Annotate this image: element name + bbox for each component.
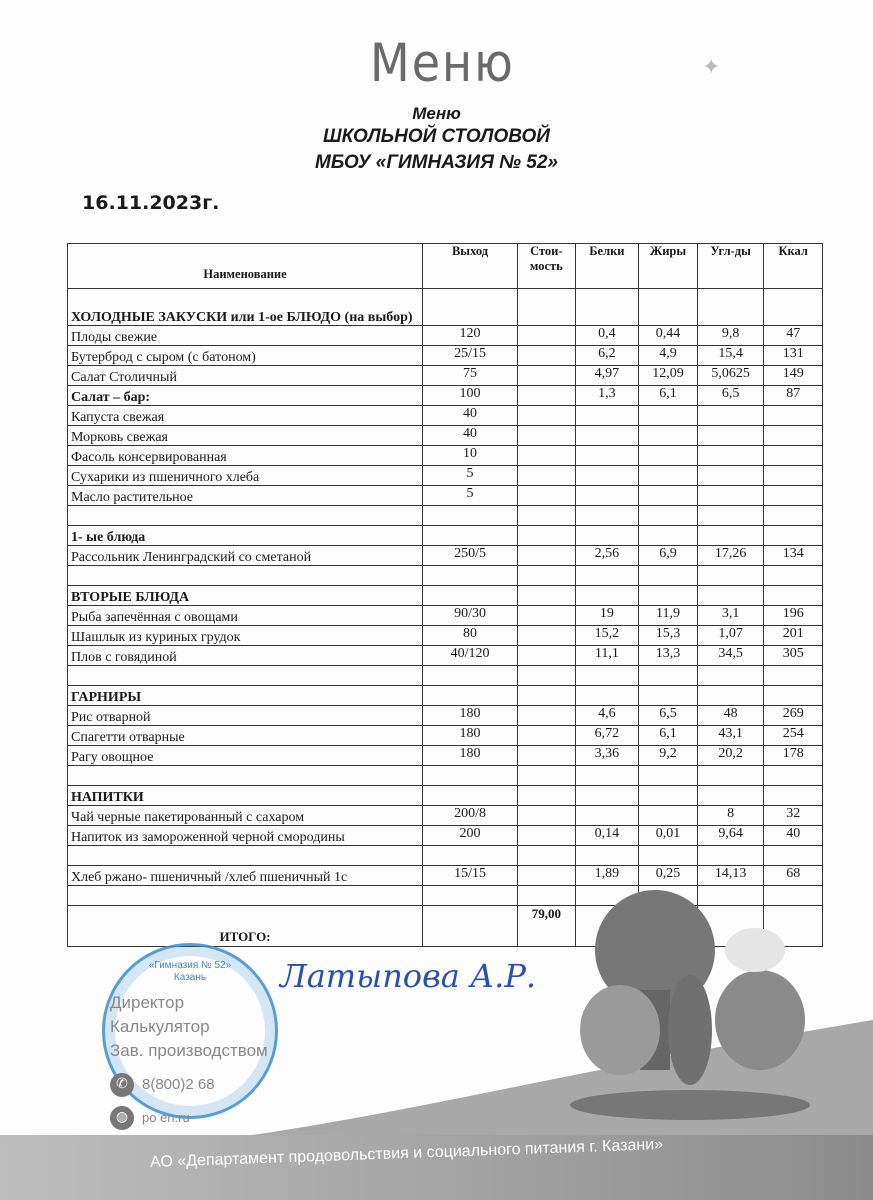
table-header <box>68 244 823 289</box>
phone-number: 8(800)2 68 <box>142 1076 215 1093</box>
cell-kcal <box>764 686 823 706</box>
dish-name: Рассольник Ленинградский со сметаной <box>68 546 423 566</box>
cell-carbs: 43,1 <box>697 726 764 746</box>
cell-kcal: 305 <box>764 646 823 666</box>
cell-protein <box>575 506 639 526</box>
dish-name: Рис отварной <box>68 706 423 726</box>
cell-kcal <box>764 786 823 806</box>
cell-output: 180 <box>423 706 518 726</box>
dish-name: ГАРНИРЫ <box>68 686 423 706</box>
cell-fat: 13,3 <box>639 646 698 666</box>
dish-name: Капуста свежая <box>68 406 423 426</box>
cell-cost <box>518 406 576 426</box>
stamp-text: «Гимназия № 52» Казань <box>148 960 232 983</box>
cell-fat <box>639 426 698 446</box>
cell-fat: 0,25 <box>639 866 698 886</box>
cell-output: 25/15 <box>423 346 518 366</box>
cell-kcal <box>764 766 823 786</box>
cell-cost <box>518 686 576 706</box>
cell-output: 5 <box>423 466 518 486</box>
dish-name: Рагу овощное <box>68 746 423 766</box>
table-row <box>68 326 823 346</box>
table-row <box>68 466 823 486</box>
cell-cost <box>518 289 576 326</box>
cell-cost <box>518 506 576 526</box>
table-row <box>68 546 823 566</box>
cell-fat <box>639 786 698 806</box>
section-row <box>68 386 823 406</box>
cell-fat <box>639 686 698 706</box>
table-row <box>68 366 823 386</box>
col-fat: Жиры <box>639 244 698 289</box>
cell-protein: 6,72 <box>575 726 639 746</box>
table-row <box>68 606 823 626</box>
menu-table <box>67 243 823 947</box>
cell-output: 75 <box>423 366 518 386</box>
cell-carbs: 14,13 <box>697 866 764 886</box>
cell-carbs <box>697 426 764 446</box>
cell-output: 10 <box>423 446 518 466</box>
cell-carbs <box>697 666 764 686</box>
globe-icon: ◍ <box>110 1106 134 1130</box>
cell-kcal: 269 <box>764 706 823 726</box>
dish-name: Масло растительное <box>68 486 423 506</box>
website: po en.ru <box>142 1110 190 1125</box>
cell-carbs <box>697 406 764 426</box>
cell-kcal: 196 <box>764 606 823 626</box>
cell-output <box>423 566 518 586</box>
signature: Латыпова А.Р. <box>280 957 537 995</box>
dish-name <box>68 566 423 586</box>
cell-cost <box>518 366 576 386</box>
cell-protein <box>575 466 639 486</box>
cell-cost <box>518 606 576 626</box>
table-row <box>68 426 823 446</box>
col-name: Наименование <box>68 244 423 289</box>
cell-output: 40/120 <box>423 646 518 666</box>
table-row <box>68 506 823 526</box>
cell-kcal <box>764 526 823 546</box>
cell-kcal <box>764 566 823 586</box>
cell-kcal <box>764 586 823 606</box>
cell-carbs: 1,07 <box>697 626 764 646</box>
cell-fat: 6,9 <box>639 546 698 566</box>
cell-protein <box>575 766 639 786</box>
role-director: Директор <box>110 993 185 1012</box>
cell-output: 40 <box>423 406 518 426</box>
cell-fat: 0,01 <box>639 826 698 846</box>
col-protein: Белки <box>575 244 639 289</box>
cell-kcal: 201 <box>764 626 823 646</box>
cell-fat <box>639 566 698 586</box>
cell-protein: 1,89 <box>575 866 639 886</box>
table-row <box>68 806 823 826</box>
cell-cost <box>518 666 576 686</box>
cell-protein <box>575 426 639 446</box>
dish-name: Спагетти отварные <box>68 726 423 746</box>
cell-protein <box>575 666 639 686</box>
cell-carbs: 17,26 <box>697 546 764 566</box>
dish-name: 1- ые блюда <box>68 526 423 546</box>
cell-protein <box>575 526 639 546</box>
table-row <box>68 446 823 466</box>
cell-output: 80 <box>423 626 518 646</box>
cell-protein <box>575 406 639 426</box>
cell-output: 120 <box>423 326 518 346</box>
cell-output: 15/15 <box>423 866 518 886</box>
cell-carbs <box>697 506 764 526</box>
cell-protein <box>575 806 639 826</box>
cell-kcal <box>764 486 823 506</box>
cell-fat <box>639 806 698 826</box>
cell-fat <box>639 506 698 526</box>
cell-cost <box>518 566 576 586</box>
cell-fat <box>639 666 698 686</box>
cell-protein: 6,2 <box>575 346 639 366</box>
section-row <box>68 686 823 706</box>
total-cost: 79,00 <box>518 906 576 947</box>
cell-protein <box>575 686 639 706</box>
dish-name <box>68 766 423 786</box>
mascot-illustration <box>560 880 820 1130</box>
cell-protein: 1,3 <box>575 386 639 406</box>
cell-carbs <box>697 466 764 486</box>
cell-kcal <box>764 846 823 866</box>
cell-cost <box>518 346 576 366</box>
dish-name: Чай черные пакетированный с сахаром <box>68 806 423 826</box>
table-row <box>68 766 823 786</box>
dish-name: Хлеб ржано- пшеничный /хлеб пшеничный 1с <box>68 866 423 886</box>
table-row <box>68 746 823 766</box>
cell-fat <box>639 446 698 466</box>
dish-name: Плов с говядиной <box>68 646 423 666</box>
cell-cost <box>518 806 576 826</box>
col-cost: Стои-мость <box>518 244 576 289</box>
cell-protein: 4,6 <box>575 706 639 726</box>
dish-name: Рыба запечённая с овощами <box>68 606 423 626</box>
dish-name: Бутерброд с сыром (с батоном) <box>68 346 423 366</box>
cell-fat <box>639 466 698 486</box>
cell-output: 40 <box>423 426 518 446</box>
cell-kcal: 131 <box>764 346 823 366</box>
cell-kcal: 134 <box>764 546 823 566</box>
cell-output <box>423 686 518 706</box>
cell-fat <box>639 846 698 866</box>
cell-output: 200 <box>423 826 518 846</box>
cell-carbs: 6,5 <box>697 386 764 406</box>
cell-fat: 9,2 <box>639 746 698 766</box>
cell-kcal: 149 <box>764 366 823 386</box>
cell-carbs <box>697 586 764 606</box>
sparkle-icon: ✦ <box>702 54 721 79</box>
cell-output <box>423 289 518 326</box>
cell-output <box>423 666 518 686</box>
cell-cost <box>518 586 576 606</box>
cell-carbs: 48 <box>697 706 764 726</box>
role-calculator: Калькулятор <box>110 1017 210 1036</box>
cell-output <box>423 786 518 806</box>
cell-carbs: 9,8 <box>697 326 764 346</box>
cell-kcal <box>764 506 823 526</box>
section-row <box>68 289 823 326</box>
cell-fat: 6,1 <box>639 386 698 406</box>
table-row <box>68 346 823 366</box>
cell-fat: 6,5 <box>639 706 698 726</box>
cell-fat: 6,1 <box>639 726 698 746</box>
cell-carbs <box>697 446 764 466</box>
table-row <box>68 406 823 426</box>
col-carbs: Угл-ды <box>697 244 764 289</box>
cell-protein: 3,36 <box>575 746 639 766</box>
table-row <box>68 826 823 846</box>
cell-carbs <box>697 786 764 806</box>
cell-kcal <box>764 426 823 446</box>
table-row <box>68 666 823 686</box>
cell-protein: 2,56 <box>575 546 639 566</box>
dish-name: Салат Столичный <box>68 366 423 386</box>
cell-fat: 11,9 <box>639 606 698 626</box>
cell-output <box>423 766 518 786</box>
cell-output: 180 <box>423 726 518 746</box>
cell-cost <box>518 446 576 466</box>
cell-carbs: 34,5 <box>697 646 764 666</box>
cell-cost <box>518 466 576 486</box>
dish-name <box>68 666 423 686</box>
cell-output: 180 <box>423 746 518 766</box>
menu-title: Меню <box>412 104 461 123</box>
cell-cost <box>518 426 576 446</box>
col-output: Выход <box>423 244 518 289</box>
cell-kcal: 178 <box>764 746 823 766</box>
table-row <box>68 626 823 646</box>
cell-protein <box>575 846 639 866</box>
cell-output: 250/5 <box>423 546 518 566</box>
cell-carbs: 8 <box>697 806 764 826</box>
menu-date: 16.11.2023г. <box>82 192 220 214</box>
cell-protein <box>575 289 639 326</box>
cell-output: 5 <box>423 486 518 506</box>
cell-carbs <box>697 846 764 866</box>
cell-carbs: 9,64 <box>697 826 764 846</box>
cell-carbs <box>697 566 764 586</box>
cell-fat <box>639 289 698 326</box>
cell-kcal <box>764 666 823 686</box>
cell-carbs <box>697 766 764 786</box>
cell-fat: 0,44 <box>639 326 698 346</box>
cell-cost <box>518 646 576 666</box>
canteen-title: ШКОЛЬНОЙ СТОЛОВОЙ <box>323 126 550 147</box>
section-row <box>68 526 823 546</box>
cell-output <box>423 886 518 906</box>
dish-name: НАПИТКИ <box>68 786 423 806</box>
dish-name <box>68 506 423 526</box>
cell-output: 100 <box>423 386 518 406</box>
cell-kcal: 32 <box>764 806 823 826</box>
dish-name: Морковь свежая <box>68 426 423 446</box>
table-row <box>68 846 823 866</box>
cell-fat: 12,09 <box>639 366 698 386</box>
cell-output <box>423 846 518 866</box>
cell-cost <box>518 746 576 766</box>
cell-carbs <box>697 486 764 506</box>
table-row <box>68 726 823 746</box>
section-row <box>68 786 823 806</box>
cell-fat <box>639 766 698 786</box>
cell-kcal <box>764 466 823 486</box>
section-row <box>68 586 823 606</box>
cell-cost <box>518 766 576 786</box>
cell-protein <box>575 586 639 606</box>
cell-kcal: 68 <box>764 866 823 886</box>
total-label: ИТОГО: <box>68 906 423 947</box>
cell-kcal <box>764 289 823 326</box>
cell-protein <box>575 486 639 506</box>
dish-name: ВТОРЫЕ БЛЮДА <box>68 586 423 606</box>
cell-output: 90/30 <box>423 606 518 626</box>
table-row <box>68 566 823 586</box>
cell-cost <box>518 526 576 546</box>
dish-name: Шашлык из куриных грудок <box>68 626 423 646</box>
cell-cost <box>518 326 576 346</box>
cell-fat <box>639 586 698 606</box>
dish-name: Напиток из замороженной черной смородины <box>68 826 423 846</box>
cell-output <box>423 506 518 526</box>
cell-cost <box>518 786 576 806</box>
cell-cost <box>518 626 576 646</box>
cell-protein: 11,1 <box>575 646 639 666</box>
cell-fat <box>639 486 698 506</box>
cell-protein <box>575 786 639 806</box>
cell-fat <box>639 406 698 426</box>
cell-cost <box>518 386 576 406</box>
cell-protein: 19 <box>575 606 639 626</box>
dish-name <box>68 846 423 866</box>
cell-output <box>423 526 518 546</box>
role-production: Зав. производством <box>110 1041 268 1060</box>
dish-name: Сухарики из пшеничного хлеба <box>68 466 423 486</box>
col-kcal: Ккал <box>764 244 823 289</box>
dish-name <box>68 886 423 906</box>
cell-cost <box>518 826 576 846</box>
cell-protein: 15,2 <box>575 626 639 646</box>
cell-carbs: 5,0625 <box>697 366 764 386</box>
cell-protein: 0,4 <box>575 326 639 346</box>
dish-name: Фасоль консервированная <box>68 446 423 466</box>
cell-fat: 4,9 <box>639 346 698 366</box>
cell-cost <box>518 706 576 726</box>
school-title: МБОУ «ГИМНАЗИЯ № 52» <box>315 152 558 173</box>
cell-cost <box>518 546 576 566</box>
cell-cost <box>518 726 576 746</box>
dish-name: ХОЛОДНЫЕ ЗАКУСКИ или 1-ое БЛЮДО (на выбор) <box>68 289 423 326</box>
cell-carbs: 15,4 <box>697 346 764 366</box>
cell-output <box>423 586 518 606</box>
cell-output: 200/8 <box>423 806 518 826</box>
cell-fat: 15,3 <box>639 626 698 646</box>
cell-kcal: 254 <box>764 726 823 746</box>
cell-carbs <box>697 526 764 546</box>
table-row <box>68 486 823 506</box>
cell-fat <box>639 526 698 546</box>
cell-carbs: 3,1 <box>697 606 764 626</box>
cell-cost <box>518 846 576 866</box>
organization-name: АО «Департамент продовольствия и социального питания г. Казани» <box>149 1136 664 1171</box>
cell-kcal: 40 <box>764 826 823 846</box>
cell-kcal: 47 <box>764 326 823 346</box>
dish-name: Салат – бар: <box>68 386 423 406</box>
cell-kcal: 87 <box>764 386 823 406</box>
cell-carbs <box>697 289 764 326</box>
cell-carbs <box>697 686 764 706</box>
cell-protein: 4,97 <box>575 366 639 386</box>
table-row <box>68 646 823 666</box>
dish-name: Плоды свежие <box>68 326 423 346</box>
cell-carbs: 20,2 <box>697 746 764 766</box>
cell-protein <box>575 446 639 466</box>
cell-protein <box>575 566 639 586</box>
cell-protein: 0,14 <box>575 826 639 846</box>
cell-cost <box>518 486 576 506</box>
handwritten-title: Меню <box>370 31 515 94</box>
cell-kcal <box>764 446 823 466</box>
phone-icon: ✆ <box>110 1073 134 1097</box>
cell-kcal <box>764 406 823 426</box>
table-row <box>68 706 823 726</box>
